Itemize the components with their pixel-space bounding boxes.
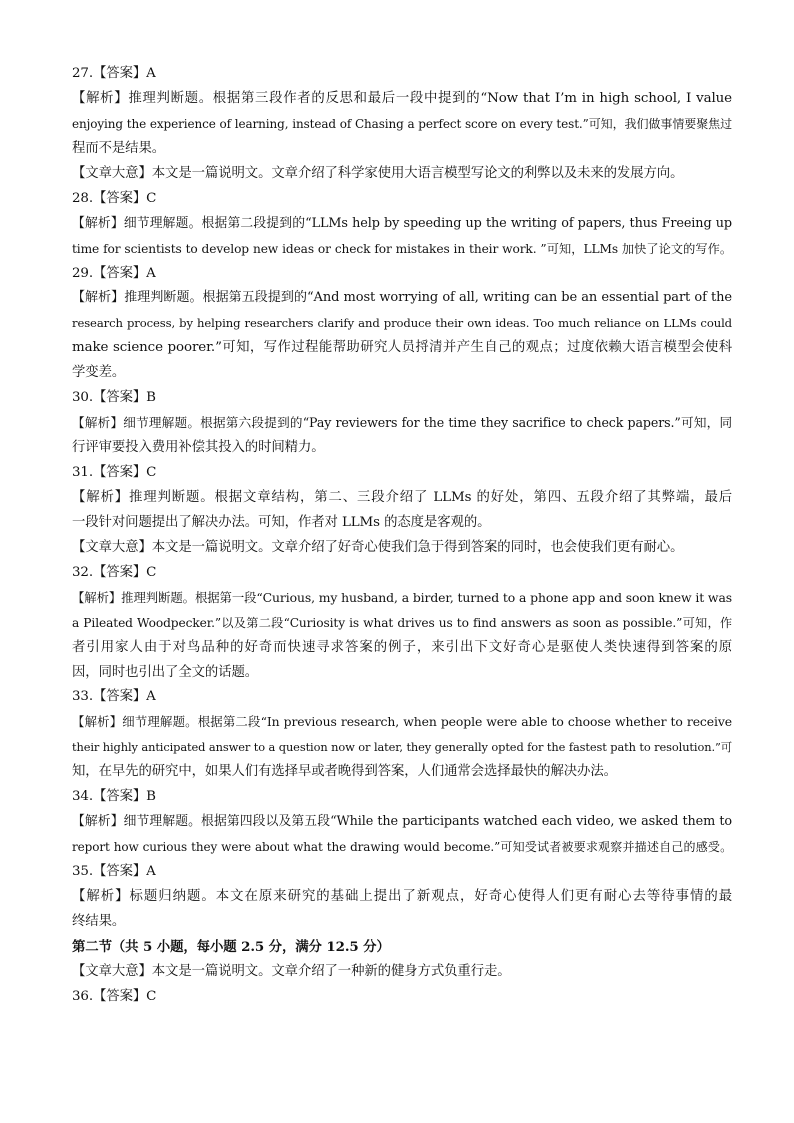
analysis-33-line-3: 知，在早先的研究中，如果人们有选择早或者晚得到答案，人们通常会选择最快的解决办法。 (72, 764, 617, 780)
analysis-33-line-1: 【解析】细节理解题。根据第二段“In previous research, when people were able to choose whether to receive (72, 714, 732, 730)
analysis-27-line-2: enjoying the experience of learning, instead of Chasing a perfect score on every test.”可知，我们做事情要聚焦过 (72, 116, 732, 131)
answer-32: 32.【答案】C (72, 564, 157, 580)
analysis-34-line-2: report how curious they were about what the drawing would become.”可知受试者被要求观察并描述自己的感受。 (72, 840, 732, 855)
analysis-33-line-2: their highly anticipated answer to a question now or later, they generally opted for the fastest path to resolution.”可 (72, 740, 732, 755)
answer-31: 31.【答案】C (72, 465, 157, 480)
analysis-34-line-1: 【解析】细节理解题。根据第四段以及第五段“While the participants watched each video, we asked them to (72, 814, 732, 830)
answer-33: 33.【答案】A (72, 689, 156, 705)
answer-27: 27.【答案】A (72, 66, 156, 81)
analysis-32-line-3: 者引用家人由于对鸟品种的好奇而快速寻求答案的例子，来引出下文好奇心是驱使人类快速得到答案的原 (72, 639, 732, 655)
analysis-31-line-2: 一段针对问题提出了解决办法。可知，作者对 LLMs 的态度是客观的。 (72, 514, 491, 530)
answer-36: 36.【答案】C (72, 988, 157, 1004)
analysis-35-line-2: 终结果。 (72, 913, 126, 929)
analysis-29-line-1: 【解析】推理判断题。根据第五段提到的“And most worrying of all, writing can be an essential part of the (72, 290, 732, 306)
answer-29: 29.【答案】A (72, 265, 156, 281)
passage-summary-d: 【文章大意】本文是一篇说明文。文章介绍了好奇心使我们急于得到答案的同时，也会使我们更有耐心。 (72, 539, 684, 555)
analysis-31-line-1: 【解析】推理判断题。根据文章结构，第二、三段介绍了 LLMs 的好处，第四、五段介绍了其弊端，最后 (72, 489, 732, 505)
document-body (72, 62, 732, 1010)
analysis-32-line-1: 【解析】推理判断题。根据第一段“Curious, my husband, a birder, turned to a phone app and soon knew it was (72, 589, 732, 605)
answer-34: 34.【答案】B (72, 789, 156, 805)
analysis-28-line-2: time for scientists to develop new ideas or check for mistakes in their work. ”可知，LLMs 加快了论文的写作。 (72, 241, 732, 256)
analysis-30-line-2: 行评审要投入费用补偿其投入的时间精力。 (72, 440, 325, 456)
analysis-27-line-3: 程而不是结果。 (72, 140, 166, 156)
analysis-32-line-2: a Pileated Woodpecker.”以及第二段“Curiosity is what drives us to find answers as soon as possible.”可知，作 (72, 615, 732, 630)
analysis-29-line-3: make science poorer.”可知，写作过程能帮助研究人员捋清并产生自己的观点；过度依赖大语言模型会使科 (72, 340, 732, 356)
answer-28: 28.【答案】C (72, 190, 157, 206)
passage-summary-section-2: 【文章大意】本文是一篇说明文。文章介绍了一种新的健身方式负重行走。 (72, 963, 511, 979)
analysis-35-line-1: 【解析】标题归纳题。本文在原来研究的基础上提出了新观点，好奇心使得人们更有耐心去等待事情的最 (72, 888, 732, 904)
section-2-heading: 第二节（共 5 小题，每小题 2.5 分，满分 12.5 分） (72, 938, 390, 955)
analysis-30-line-1: 【解析】细节理解题。根据第六段提到的“Pay reviewers for the time they sacrifice to check papers.”可知，同 (72, 415, 732, 431)
analysis-32-line-4: 因，同时也引出了全文的话题。 (72, 664, 259, 680)
analysis-29-line-4: 学变差。 (72, 365, 126, 381)
analysis-29-line-2: research process, by helping researchers clarify and produce their own ideas. Too much reliance on LLMs could (72, 316, 732, 331)
passage-summary-c: 【文章大意】本文是一篇说明文。文章介绍了科学家使用大语言模型写论文的利弊以及未来的发展方向。 (72, 165, 684, 181)
analysis-28-line-1: 【解析】细节理解题。根据第二段提到的“LLMs help by speeding up the writing of papers, thus Freeing up (72, 215, 732, 231)
answer-30: 30.【答案】B (72, 390, 156, 406)
analysis-27-line-1: 【解析】推理判断题。根据第三段作者的反思和最后一段中提到的“Now that I’m in high school, I value (72, 90, 732, 106)
answer-35: 35.【答案】A (72, 864, 156, 879)
